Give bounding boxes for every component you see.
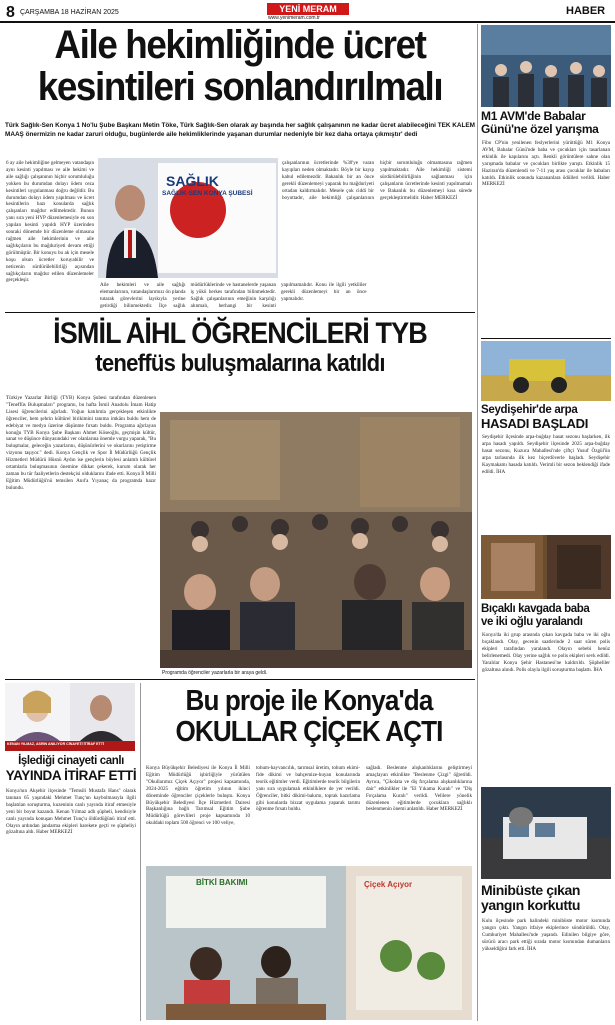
lead-col-1: 6 ay aile hekimliğine gelmeyen vatandaşın aynı kesinti yapılması ve aile hekimi ve aile sağlığı çalışanının hiçbir sorumluluğu yokken bu durumdan dolayı ödem ceza kesintileri uygulanması doğru değildir. Bu durumdan dolayı ödem yapılması ve ücret kesintilerin bazı konularda sağlık çalışanları mağdur edilmektedir. Bunun yanı sıra yeni HYP düzenlemesiyle en son yapılan kesinti yapıldı HYP üzerinden sonraki dönemde bir düzenleme olmasına rağmen aile hekimlerinin ve aile sağlıkçıların bu mağduriyeti devam ettiği görülmüştür. Bir konuyu bu ak için mesele koşu olsun ücretler koruyabilir ve neticenin sürdürülebilirliği açısından sağlıkçıların mağdur edilen düzenlemeler gerçekleşir. [6, 160, 94, 284]
right-photo-3-image [481, 535, 611, 599]
svg-text:SAĞLIK: SAĞLIK [166, 173, 219, 189]
left-headline-line-2: YAYINDA İTİRAF ETTİ [5, 768, 137, 783]
right-rule-1 [481, 338, 611, 339]
right-story-4-headline-2: yangın korkuttu [481, 897, 581, 913]
left-photo [5, 683, 135, 751]
right-photo-3 [481, 535, 611, 599]
masthead-logo [267, 3, 349, 15]
lead-headline [5, 24, 475, 108]
third-col-2: tohum-hayvancılık, tarımsal üretim, tohum ekimi-fide dikimi ve bahçemize-huyan konularında teorik eğitimler verdi. Eğitimlerde teorik bilgilerin yanı sıra uygulamalı etkinliklere de yer verildi. Öğrenciler, bitki dikimi-bakımı, toprak hazırlama gibi konularda bizzat uygulama yaparak tarımı öğrenme fırsatı buldu. [256, 765, 360, 813]
right-story-2-headline-1: Seydişehir'de arpa [481, 404, 578, 416]
right-story-1-headline-2: Günü'ne özel yarışma [481, 122, 599, 136]
right-story-2-headline [481, 404, 611, 431]
lead-col-2: Aile hekimleri ve aile sağlığı elemanlarının, vatandaşlarımızı ön planda tutarak görevlerini layıkıyla yerine getirdiği bilinmektedir. İlçe sağlık müdürlüklerinde ve hastanelerde yaşanan iş yükü herkes tarafından bilinmektedir. Sağlık çalışanlarının emeğinin karşılığı alınmalı, herhangi bir kesinti yapılmamalıdır. Konu ile ilgili yetkililer gerekli düzenlemeyi bir an önce yapmalıdır. [100, 282, 367, 309]
second-caption: Programda öğrenciler yazarlarla bir araya geldi. [162, 670, 268, 676]
page-number: 8 [6, 4, 15, 21]
left-headline [5, 755, 137, 783]
right-photo-1 [481, 25, 611, 107]
lead-col-3: çalışanlarının ücretlerinde %30'ye varan kayıpları neden olmaktadır. Böyle bir kayıp kabul edilemezdir. Bakanlık bir an önce gerekli düzenlemeyi yaparak bu mağduriyeti ortadan kaldırmalıdır. Mesele çok ciddi bir boyuttadır, aile hekimliği çalışanlarının hiçbir sorumluluğu olmamasına rağmen yapılmaktadır. Aile hekimliği sistemi sürdürülebilirliğinin sağlanması için çalışanların ücretlerinde kesinti yapılmamalı ve Bakanlık bu düzenlemeyi kısa sürede gerçekleştirmelidir. Haber MERKEZİ [282, 160, 472, 201]
right-story-2-body: Seydişehir ilçesinde arpa-buğday hasat sezonu başlarken, ilk arpa hasadı yapıldı. Seydişehir ilçesinde 2025 arpa-buğday hasat sezonu, Kuzuca Mahallesi'nde çiftçi Yusuf Özgül'ün arpa tarlasında ilk kez biçerdöverle başladı. Seydişehir Kaymakamı hasada katıldı. Verimli bir sezon beklendiği ifade edildi. İHA [482, 434, 610, 475]
third-photo-image [146, 866, 472, 1020]
lead-bottom-rule [5, 312, 475, 313]
right-story-3-headline [481, 603, 611, 629]
left-divider [140, 683, 141, 1021]
second-col-1: Türkiye Yazarlar Birliği (TYB) Konya Şubesi tarafından düzenlenen "Teneffüs Buluşmaları" programı, bu hafta İsmil Anadolu İmam Hatip Lisesi öğrencilerini ağırladı. Yoğun katılımla gerçekleşen etkinlikte öğrenciler, hem şehrin kültürel birikimini tanıma imkânı buldu hem de edebiyat ve medya üzerine düşünme fırsatı buldu. Programa ağırlayan konuğu TYB Konya Şube Başkanı Ahmet Köseoğlu, geçmişin kültür, sanat ve düşünce dünyasındaki ver olanlarına önemle vurgu yaparak, "Bu buluşmalar, geleceğin yazarlarını, düşünürlerini ve okurlarını yetiştirme vizyonu taşıyor." dedi. Konya Gençlik ve Spor İl Müdürlüğü Gençlik Hizmetleri Müdürü Hüsnü Aydın ise gençlerin böylesi anlamlı kültürel ortamlarla buluşmasının önemine dikkat çekerek, kurum olarak her zaman bu tür faaliyetlerin destekçisi olduklarını ifade etti. Konya İl Milli Eğitim Müdürlüğü'nü temsilen Anıl'a Yıyanaç da programda hazır bulundu. [6, 395, 156, 491]
third-headline-line-2: OKULLAR ÇİÇEK AÇTI [175, 716, 443, 748]
third-headline-line-1: Bu proje ile Konya'da [185, 685, 433, 717]
right-story-2-headline-2: HASADI BAŞLADI [481, 416, 589, 431]
right-story-1-body: Fibo CP'nin yenilenen feslyerlerini yürüttüğü M1 Konya AVM, Babalar Günü'nde baba ve çocukları için tasarlanan etkinlik ile kapılarını açtı. Renkli görüntülere sahne olan yarışmada babalar ve çocukları birlikte yarıştı. Etkinlik 15 Haziran'da düzenlendi ve 7-11 yaş arası çocuklar ile babaları katıldı. Etkinlik sonunda kazananlara ödülleri verildi. Haber MERKEZİ [482, 140, 610, 188]
right-story-1-headline-1: M1 AVM'de Babalar [481, 109, 586, 123]
left-body: Konya'nın Akşehir ilçesinde "Temsili Mustafa Hans" olarak tanınan 65 yaşındaki Mehmet Tunç'un kaybolmasıyla ilgili başlatılan soruşturma, kuzeninin canlı yayında itiraf etmesiyle yeni bir boyut kazandı. Kenan Yılmaz adlı şüpheli, kendisiyle canlı yayında konuşan Mehmet Tunç'u öldürdüğünü itiraf etti. Olayın ardından jandarma ekipleri harekete geçti ve şüpheliyi gözaltına aldı. Haber MERKEZİ [6, 788, 136, 836]
right-story-1-headline [481, 110, 611, 136]
lead-headline-line-2: kesintileri sonlandırılmalı [37, 65, 443, 109]
third-photo-sign: BİTKİ BAKIMI [196, 878, 248, 887]
right-divider [477, 24, 478, 1021]
right-story-3-headline-1: Bıçaklı kavgada baba [481, 603, 590, 615]
third-inset-title: Çiçek Açıyor [364, 880, 413, 889]
right-story-3-headline-2: ve iki oğlu yaralandı [481, 616, 583, 628]
right-photo-2 [481, 341, 611, 401]
right-story-4-headline [481, 883, 611, 913]
right-photo-1-image [481, 25, 611, 107]
left-photo-strip: KENAN YILMAZ, ASRIN ANILIYOR CİNAYETİ İTİRAF ETTİ [7, 742, 104, 746]
third-headline [143, 686, 475, 748]
left-headline-line-1: İşlediği cinayeti canlı [18, 755, 124, 767]
right-photo-2-image [481, 341, 611, 401]
header-date: ÇARŞAMBA 18 HAZİRAN 2025 [20, 9, 119, 16]
second-photo-image [160, 412, 472, 668]
second-headline-line-2: teneffüs buluşmalarına katıldı [95, 350, 385, 377]
third-photo [146, 866, 472, 1020]
website: www.yenimeram.com.tr [268, 15, 320, 21]
right-story-4-body: Kulu ilçesinde park halindeki minibüste motor kısmında yangın çıktı. Yangın itfaiye ekiplerince söndürüldü. Olay, Cumhuriyet Mahallesi'nde yaşandı. Edinilen bilgiye göre, sürücü aracı park ettiği sırada motor kısmından dumanların yükseldiğini fark etti. İHA [482, 918, 610, 952]
right-story-3-body: Konya'da iki grup arasında çıkan kavgada baba ve iki oğlu bıçaklandı. Olay, gecenin saatlerinde 2 saat süren polis ekipleri tarafından yaralandı. Olayın sebebi henüz belirlenemedi. Olay yerine sağlık ve polis ekipleri sevk edildi. Yaralılar Konya Şehir Hastanesi'ne kaldırıldı. Şüpheliler gözaltına alındı. Polis olayla ilgili soruşturma başlattı. İHA [482, 632, 610, 673]
right-photo-4-image [481, 787, 611, 879]
second-photo [160, 412, 472, 668]
second-bottom-rule [5, 679, 475, 680]
third-col-3: sağladı. Beslenme alışkanlıklarını geliştirmeyi amaçlayan etkinlikte "Beslenme Çizgi" öğretildi. Ayrıca, "Çikolata ve diş fırçalama alışkanlıklarına dair" etkinlikler ile "El Yıkama Kuralı" ve "Diş Fırçalama Kuralı" verildi. Velilere yönelik düzenlenen eğitimlerde çocuklara sağlıklı beslenmenin önemi anlatıldı. Haber MERKEZİ [366, 765, 472, 813]
photo-banner-text: SAĞLIK-SEN KONYA ŞUBESİ [162, 190, 253, 197]
lead-photo [98, 158, 278, 278]
second-headline [5, 318, 475, 377]
logo-text: YENİ MERAM [279, 4, 337, 14]
lead-headline-line-1: Aile hekimliğinde ücret [54, 23, 426, 67]
second-headline-line-1: İSMİL AİHL ÖĞRENCİLERİ TYB [53, 317, 427, 350]
right-story-4-headline-1: Minibüste çıkan [481, 882, 581, 898]
third-col-1: Konya Büyükşehir Belediyesi ile Konya İl Milli Eğitim Müdürlüğü işbirliğiyle yürütülen "Okullarımız Çiçek Açıyor" projesi kapsamında, 2024-2025 eğitim öğretim yılının ikinci döneminde öğrenciler çiçeklerle buluştu. Konya Büyükşehir Belediyesi İlçe Hizmetleri Dairesi Başkanlığına bağlı Tarımsal Eğitim Şube Müdürlüğü görevlileri proje kapsamında 10 okuldaki toplam 500 öğrenci ve 100 veliye, [146, 765, 250, 827]
lead-photo-image [98, 158, 278, 278]
left-photo-image [5, 683, 135, 751]
right-photo-4 [481, 787, 611, 879]
section-label: HABER [566, 5, 606, 17]
lead-deck: Türk Sağlık-Sen Konya 1 No'lu Şube Başkanı Metin Töke, Türk Sağlık-Sen olarak ay başında her sağlık çalışanının ne kadar ücret alabileceğini TEK KALEM MAAŞ önermizin ne kadar zaruri olduğu, bugünlerde aile hekimliklerinde yaşanan durumlar nedeniyle bir kez daha ortaya çıkmıştır' dedi [5, 122, 475, 138]
header-bar [0, 0, 615, 22]
